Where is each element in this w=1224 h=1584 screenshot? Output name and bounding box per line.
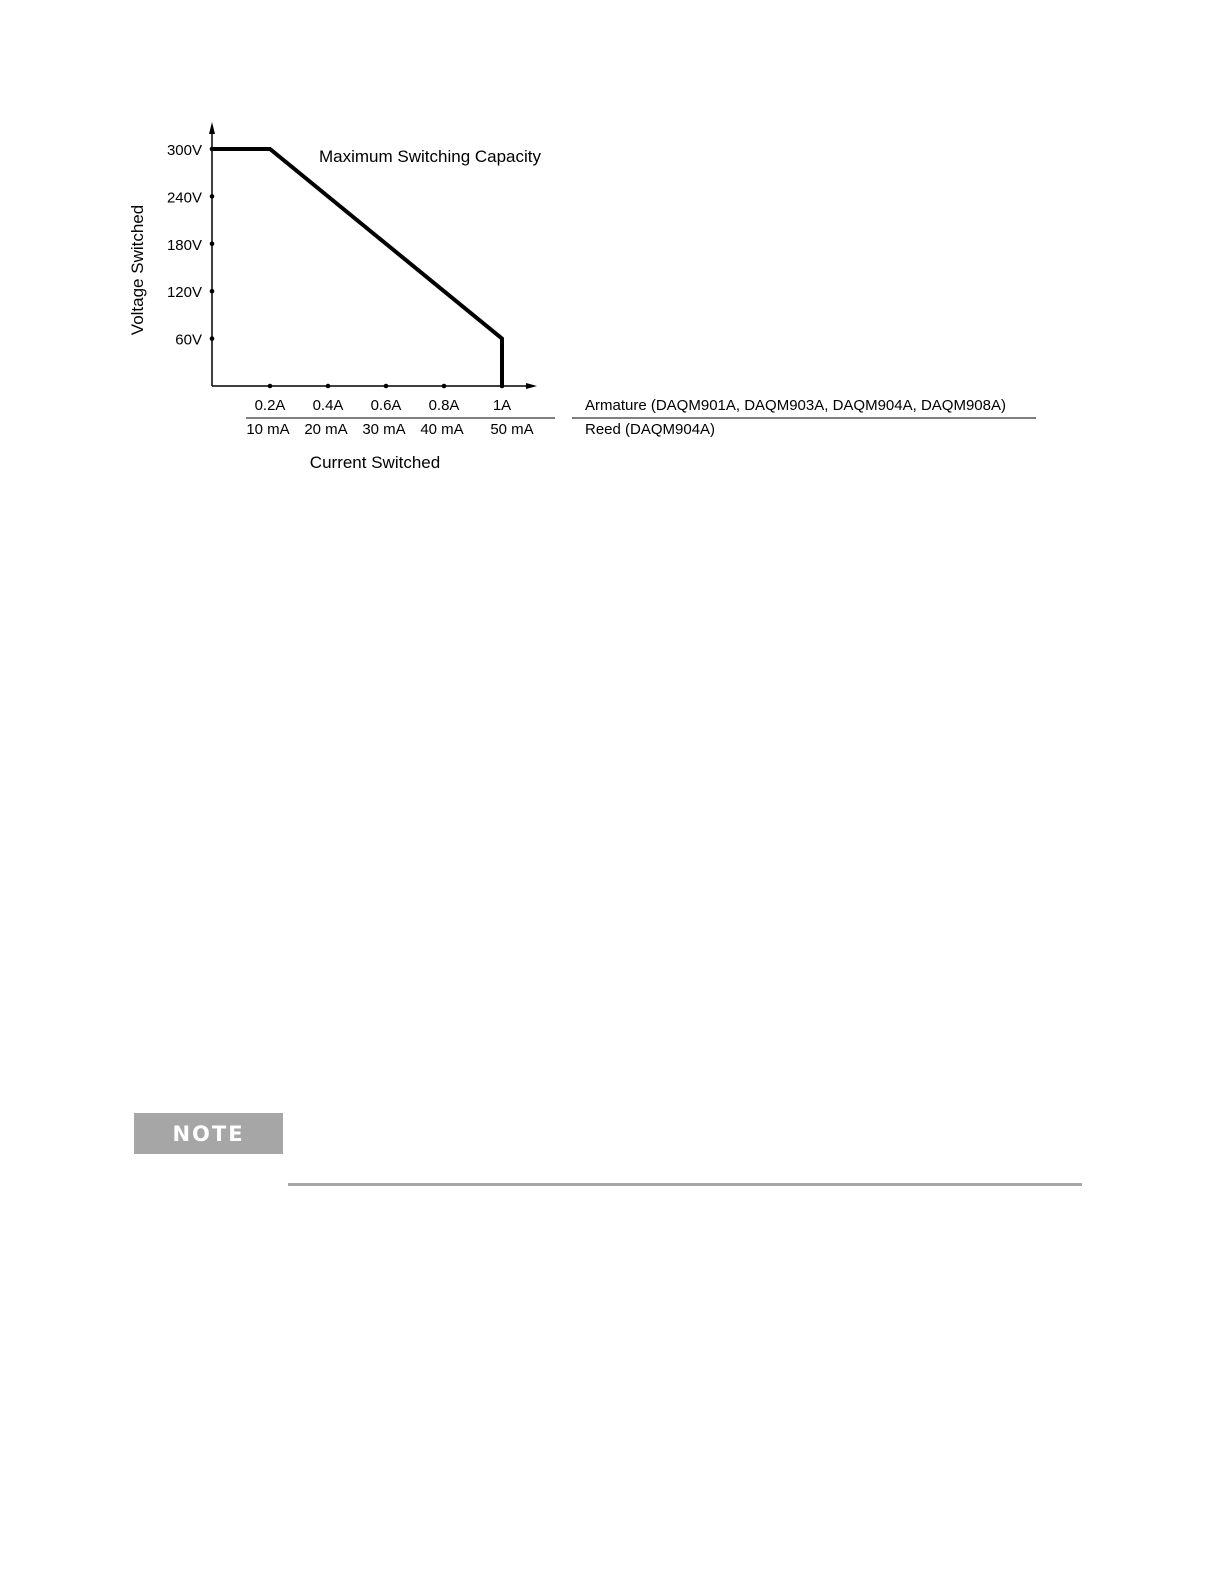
- y-axis-arrow: [209, 122, 215, 134]
- chart-labels: [128, 147, 1036, 472]
- x-tick-label-reed: 10 mA: [246, 421, 290, 438]
- chart-annotation: Maximum Switching Capacity: [319, 147, 542, 166]
- note-divider: [288, 1183, 1082, 1186]
- x-axis-title: Current Switched: [309, 453, 441, 472]
- x-tick-label-armature: 1A: [492, 397, 512, 414]
- reed-scale-label: Reed (DAQM904A): [585, 421, 716, 438]
- x-tick-mark: [384, 384, 389, 389]
- x-tick-mark: [442, 384, 447, 389]
- x-tick-mark: [268, 384, 273, 389]
- x-tick-label-armature: 0.4A: [312, 397, 344, 414]
- y-tick-mark: [210, 289, 215, 294]
- x-tick-label-reed: 30 mA: [362, 421, 406, 438]
- y-tick-mark: [210, 242, 215, 247]
- switching-capacity-chart: [0, 0, 1224, 500]
- y-tick-label: 60V: [175, 331, 202, 349]
- y-axis-title: Voltage Switched: [128, 204, 147, 336]
- y-tick-label: 120V: [166, 284, 202, 302]
- x-tick-mark: [326, 384, 331, 389]
- y-tick-mark: [210, 336, 215, 341]
- x-tick-label-armature: 0.2A: [254, 397, 286, 414]
- armature-scale-label: Armature (DAQM901A, DAQM903A, DAQM904A, DAQM908A): [585, 397, 1006, 414]
- y-tick-label: 300V: [166, 142, 202, 159]
- y-tick-mark: [210, 194, 215, 199]
- y-tick-label: 180V: [166, 236, 202, 254]
- note-badge: [134, 1113, 283, 1154]
- chart-ticks: [167, 142, 504, 388]
- x-tick-label-armature: 0.6A: [370, 397, 402, 414]
- x-tick-label-reed: 20 mA: [304, 421, 348, 438]
- x-tick-label-armature: 0.8A: [428, 397, 460, 414]
- y-tick-label: 240V: [166, 189, 202, 207]
- capacity-line: [212, 149, 502, 386]
- chart-series: [212, 149, 502, 386]
- x-tick-label-reed: 50 mA: [490, 421, 534, 438]
- x-axis-arrow: [526, 383, 537, 389]
- note-label: NOTE: [172, 1121, 245, 1146]
- x-tick-label-reed: 40 mA: [420, 421, 464, 438]
